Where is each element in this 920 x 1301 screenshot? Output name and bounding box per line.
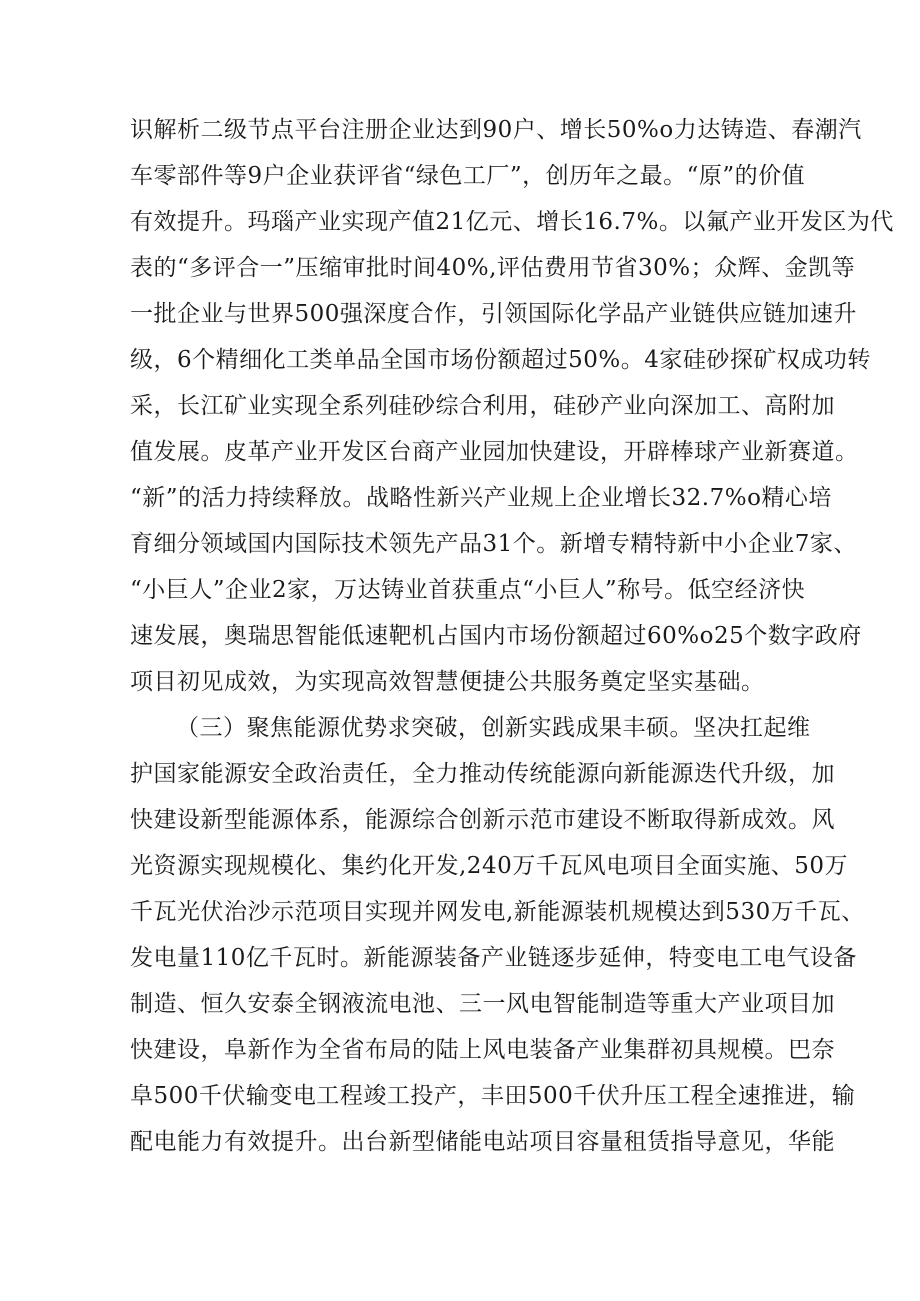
text-line: 快建设新型能源体系，能源综合创新示范市建设不断取得新成效。风: [130, 807, 835, 833]
text-line: 采，长江矿业实现全系列硅砂综合利用，硅砂产业向深加工、高附加: [130, 393, 835, 419]
text-line: 车零部件等9户企业获评省“绿色工厂”，创历年之最。“原”的价值: [130, 163, 806, 189]
text-line: 项目初见成效，为实现高效智慧便捷公共服务奠定坚实基础。: [130, 669, 765, 695]
text-line: 光资源实现规模化、集约化开发,240万千瓦风电项目全面实施、50万: [130, 853, 848, 879]
text-line: 千瓦光伏治沙示范项目实现并网发电,新能源装机规模达到530万千瓦、: [130, 899, 865, 925]
text-line: 级，6个精细化工类单品全国市场份额超过50%。4家硅砂探矿权成功转: [130, 347, 871, 373]
text-line: 速发展，奥瑞思智能低速靶机占国内市场份额超过60%o25个数字政府: [130, 623, 862, 649]
text-line: 配电能力有效提升。出台新型储能电站项目容量租赁指导意见，华能: [130, 1129, 835, 1155]
text-line: 快建设，阜新作为全省布局的陆上风电装备产业集群初具规模。巴奈: [130, 1037, 835, 1063]
text-line: “新”的活力持续释放。战略性新兴产业规上企业增长32.7%o精心培: [130, 485, 832, 511]
text-line: 有效提升。玛瑙产业实现产值21亿元、增长16.7%。以氟产业开发区为代: [130, 209, 894, 235]
text-line: “小巨人”企业2家，万达铸业首获重点“小巨人”称号。低空经济快: [130, 577, 806, 603]
text-line: 表的“多评合一”压缩审批时间40%,评估费用节省30%；众辉、金凯等: [130, 255, 856, 281]
text-line: 一批企业与世界500强深度合作，引领国际化学品产业链供应链加速升: [130, 301, 857, 327]
text-line: 制造、恒久安泰全钢液流电池、三一风电智能制造等重大产业项目加: [130, 991, 835, 1017]
text-line: 护国家能源安全政治责任，全力推动传统能源向新能源迭代升级，加: [130, 761, 835, 787]
text-line: 育细分领域国内国际技术领先产品31个。新增专精特新中小企业7家、: [130, 531, 857, 557]
text-line: 识解析二级节点平台注册企业达到90户、增长50%o力达铸造、春潮汽: [130, 117, 862, 143]
text-line: 阜500千伏输变电工程竣工投产，丰田500千伏升压工程全速推进，输: [130, 1083, 856, 1109]
text-line: 值发展。皮革产业开发区台商产业园加快建设，开辟棒球产业新赛道。: [130, 439, 859, 465]
section-heading-line: （三）聚焦能源优势求突破，创新实践成果丰硕。坚决扛起维: [176, 715, 811, 741]
text-line: 发电量110亿千瓦时。新能源装备产业链逐步延伸，特变电工电气设备: [130, 945, 857, 971]
